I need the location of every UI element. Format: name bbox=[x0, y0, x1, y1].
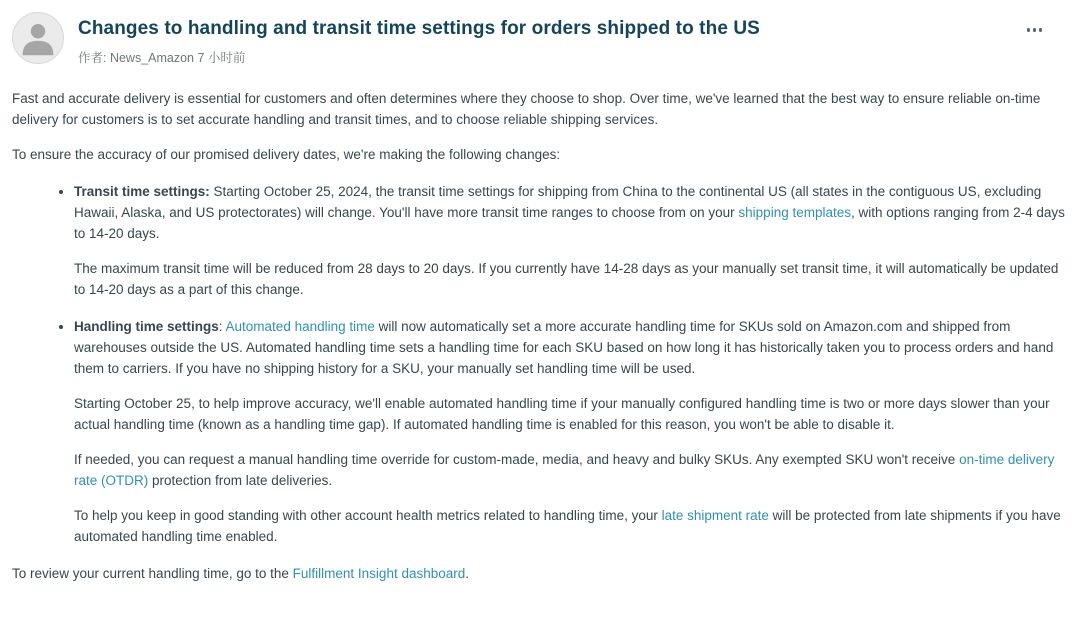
transit-time-paragraph-1 bbox=[74, 181, 1068, 244]
late-shipment-rate-link[interactable]: late shipment rate bbox=[661, 508, 769, 523]
post-header bbox=[10, 0, 1070, 68]
otdr-link[interactable]: on-time delivery rate (OTDR) bbox=[74, 452, 1055, 488]
fulfillment-insight-dashboard-link[interactable]: Fulfillment Insight dashboard bbox=[292, 566, 466, 581]
text-segment: will be protected from late shipments if you have automated handling time enabled. bbox=[74, 508, 1061, 544]
text-segment: To ensure the accuracy of our promised delivery dates, we're making the following changes: bbox=[12, 147, 561, 162]
text-segment: To help you keep in good standing with other account health metrics related to handling time, your bbox=[74, 508, 662, 523]
text-segment: Handling time settings bbox=[74, 319, 219, 334]
handling-time-paragraph-4 bbox=[74, 505, 1068, 547]
post-body bbox=[10, 68, 1070, 584]
avatar bbox=[12, 12, 64, 64]
text-segment: Starting October 25, 2024, the transit time settings for shipping from China to the continental US (all states in the contiguous US, excluding Hawaii, Alaska, and US protectorates) will change. You'll have more transit time ranges to choose from on your bbox=[74, 184, 1042, 220]
text-segment: The maximum transit time will be reduced from 28 days to 20 days. If you currently have 14-28 days as your manually set transit time, it will automatically be updated to 14-20 days as a part of this change. bbox=[74, 261, 1059, 297]
text-segment: protection from late deliveries. bbox=[148, 473, 333, 488]
list-item-transit-time bbox=[74, 181, 1068, 300]
intro-paragraph-2 bbox=[12, 144, 1068, 165]
changes-list bbox=[12, 181, 1068, 547]
header-text bbox=[78, 12, 760, 66]
text-segment: . bbox=[465, 566, 470, 581]
person-silhouette-icon bbox=[13, 13, 63, 63]
text-segment: : bbox=[218, 319, 226, 334]
handling-time-paragraph-3 bbox=[74, 449, 1068, 491]
handling-time-paragraph-1 bbox=[74, 316, 1068, 379]
text-segment: To review your current handling time, go to the bbox=[12, 566, 293, 581]
text-segment: will now automatically set a more accurate handling time for SKUs sold on Amazon.com and shipped from warehouses outside the US. Automated handling time sets a handling time for each SKU based on how long it has historically taken you to process orders and hand them to carriers. If you have no shipping history for a SKU, your manually set handling time will be used. bbox=[74, 319, 1054, 376]
shipping-templates-link[interactable]: shipping templates bbox=[738, 205, 851, 220]
text-segment: Fast and accurate delivery is essential for customers and often determines where they choose to shop. Over time, we've learned that the best way to ensure reliable on-time delivery for customers is to set accurate handling and transit times, and to choose reliable shipping services. bbox=[12, 91, 1041, 127]
text-segment: Transit time settings: bbox=[74, 184, 210, 199]
text-segment: Starting October 25, to help improve accuracy, we'll enable automated handling time if your manually configured handling time is two or more days slower than your actual handling time (known as a handling time gap). If automated handling time is enabled for this reason, you won't be able to disable it. bbox=[74, 396, 1050, 432]
list-item-handling-time bbox=[74, 316, 1068, 547]
intro-paragraph-1 bbox=[12, 88, 1068, 130]
handling-time-paragraph-2 bbox=[74, 393, 1068, 435]
automated-handling-time-link[interactable]: Automated handling time bbox=[225, 319, 375, 334]
ellipsis-icon bbox=[1027, 28, 1031, 32]
outro-paragraph bbox=[12, 563, 1068, 584]
text-segment: If needed, you can request a manual handling time override for custom-made, media, and heavy and bulky SKUs. Any exempted SKU won't receive bbox=[74, 452, 960, 467]
transit-time-paragraph-2 bbox=[74, 258, 1068, 300]
post-title: Changes to handling and transit time settings for orders shipped to the US bbox=[78, 18, 760, 39]
more-options-button[interactable] bbox=[1023, 24, 1047, 36]
ellipsis-icon bbox=[1039, 28, 1043, 32]
ellipsis-icon bbox=[1033, 28, 1037, 32]
text-segment: , with options ranging from 2-4 days to 14-20 days. bbox=[74, 205, 1065, 241]
post-byline: 作者: News_Amazon 7 小时前 bbox=[78, 51, 246, 65]
